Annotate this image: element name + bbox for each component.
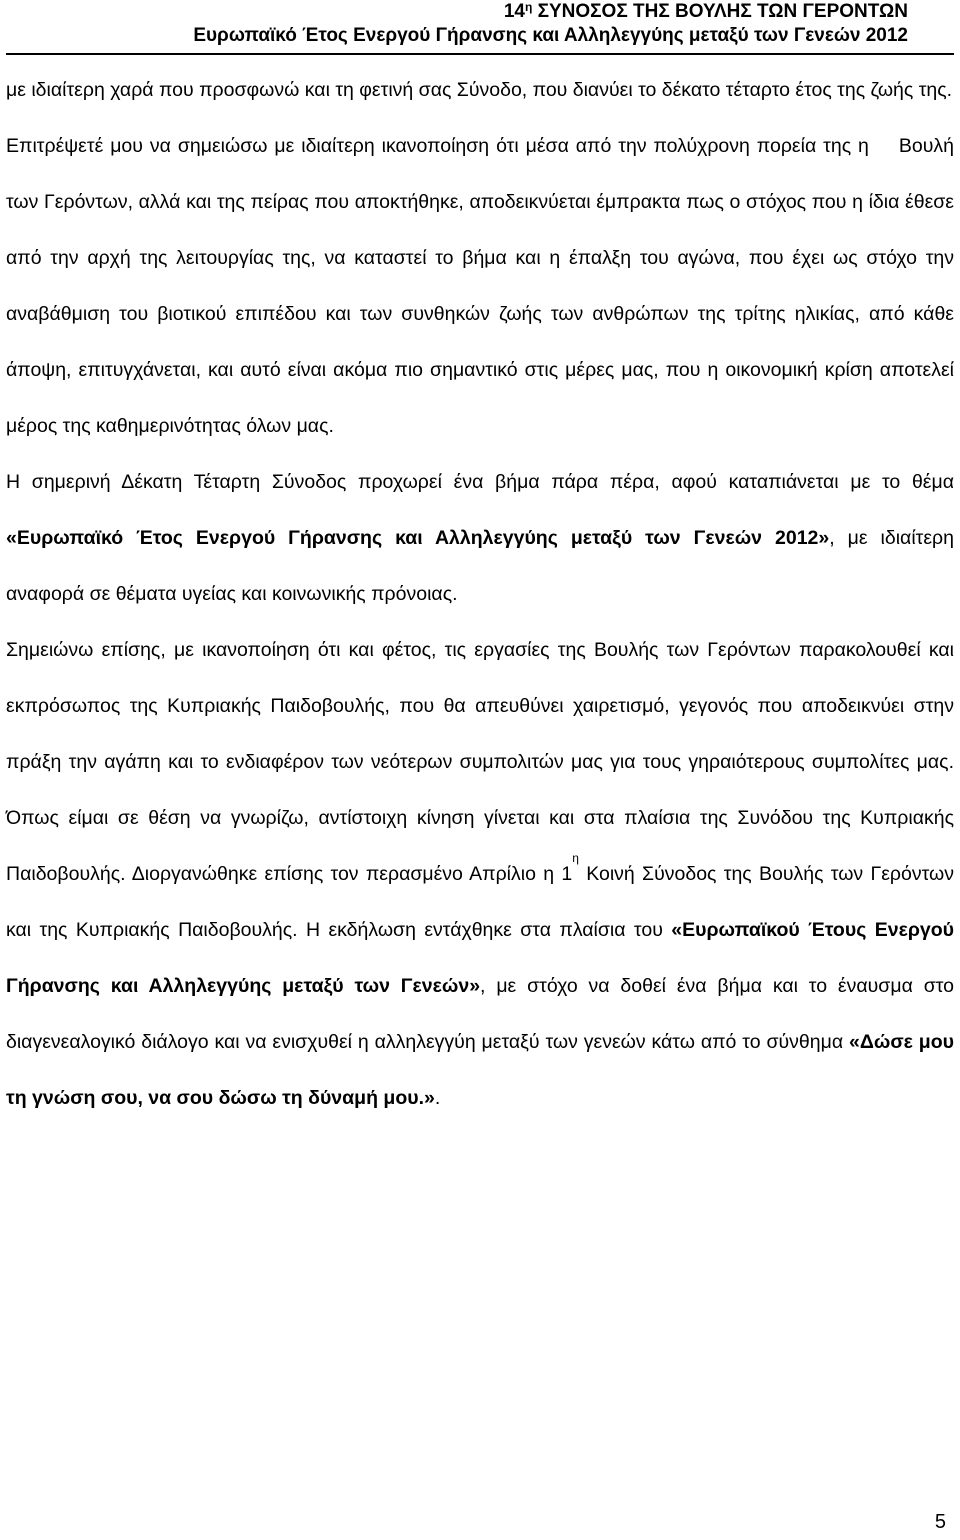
header-divider [6,53,954,55]
header-number-superscript: η [524,0,533,14]
paragraph-3 [6,454,954,622]
page-header [193,0,908,48]
paragraph-4-part-b: Κοινή Σύνοδος της Βουλής των Γερόντων και της Κυπριακής Παιδοβουλής. Η εκδήλωση εντάχθηκε στα πλαίσια του [6,863,954,941]
header-line-2: Ευρωπαϊκό Έτος Ενεργού Γήρανσης και Αλληλεγγύης μεταξύ των Γενεών 2012 [193,25,908,46]
paragraph-3-bold-theme: «Ευρωπαϊκό Έτος Ενεργού Γήρανσης και Αλληλεγγύης μεταξύ των Γενεών 2012» [6,527,830,549]
paragraph-3-part-c: , με ιδιαίτερη αναφορά σε θέματα υγείας και κοινωνικής πρόνοιας. [6,527,954,605]
paragraph-1: με ιδιαίτερη χαρά που προσφωνώ και τη φετινή σας Σύνοδο, που διανύει το δέκατο τέταρτο έτος της ζωής της. [6,79,953,101]
paragraph-2-part-b: Βουλή των Γερόντων, αλλά και της πείρας που αποκτήθηκε, αποδεικνύεται έμπρακτα πως ο στόχος που η ίδια έθεσε από την αρχή της λειτουργίας της, να καταστεί το βήμα και η έπαλξη του αγώνα, που έχει ως στόχο την αναβάθμιση του βιοτικού επιπέδου και των συνθηκών ζωής των ανθρώπων της τρίτης ηλικίας, από κάθε άποψη, επιτυγχάνεται, και αυτό είναι ακόμα πιο σημαντικό στις μέρες μας, που η οικονομική κρίση αποτελεί μέρος της καθημερινότητας όλων μας. [6,135,954,437]
paragraph-2 [6,118,954,454]
header-line-1 [193,0,908,24]
header-number: 14 [503,1,525,22]
paragraph-4-bold-year-title: «Ευρωπαϊκού Έτους Ενεργού Γήρανσης και Αλληλεγγύης μεταξύ των Γενεών» [6,919,955,997]
page-number: 5 [934,1511,946,1533]
paragraph-3-part-a: Η σημερινή Δέκατη Τέταρτη Σύνοδος προχωρεί ένα βήμα πάρα πέρα, αφού καταπιάνεται με το θέμα [6,471,954,493]
paragraph-4-part-d: , με στόχο να δοθεί ένα βήμα και το έναυσμα στο διαγενεαλογικό διάλογο και να ενισχυθεί η αλληλεγγύη μεταξύ των γενεών κάτω από το σύνθημα [6,975,955,1053]
header-title: ΣΥΝΟΣΟΣ ΤΗΣ ΒΟΥΛΗΣ ΤΩΝ ΓΕΡΟΝΤΩΝ [532,1,908,22]
paragraph-4-end: . [434,1087,441,1109]
paragraph-4 [6,622,954,1126]
paragraph-2-part-a: Επιτρέψετέ μου να σημειώσω με ιδιαίτερη ικανοποίηση ότι μέσα από την πολύχρονη πορεία της η [6,135,869,157]
document-body [6,62,954,1126]
paragraph-4-bold-slogan: «Δώσε μου τη γνώση σου, να σου δώσω τη δύναμή μου.» [6,1031,954,1109]
paragraph-4-part-a: Σημειώνω επίσης, με ικανοποίηση ότι και φέτος, τις εργασίες της Βουλής των Γερόντων παρακολουθεί και εκπρόσωπος της Κυπριακής Παιδοβουλής, που θα απευθύνει χαιρετισμό, γεγονός που αποδεικνύει στην πράξη την αγάπη και το ενδιαφέρον των νεότερων συμπολιτών μας για τους γηραιότερους συμπολίτες μας. Όπως είμαι σε θέση να γνωρίζω, αντίστοιχη κίνηση γίνεται και στα πλαίσια της Συνόδου της Κυπριακής Παιδοβουλής. Διοργανώθηκε επίσης τον περασμένο Απρίλιο η 1 [6,639,954,885]
ordinal-superscript: η [572,851,579,865]
